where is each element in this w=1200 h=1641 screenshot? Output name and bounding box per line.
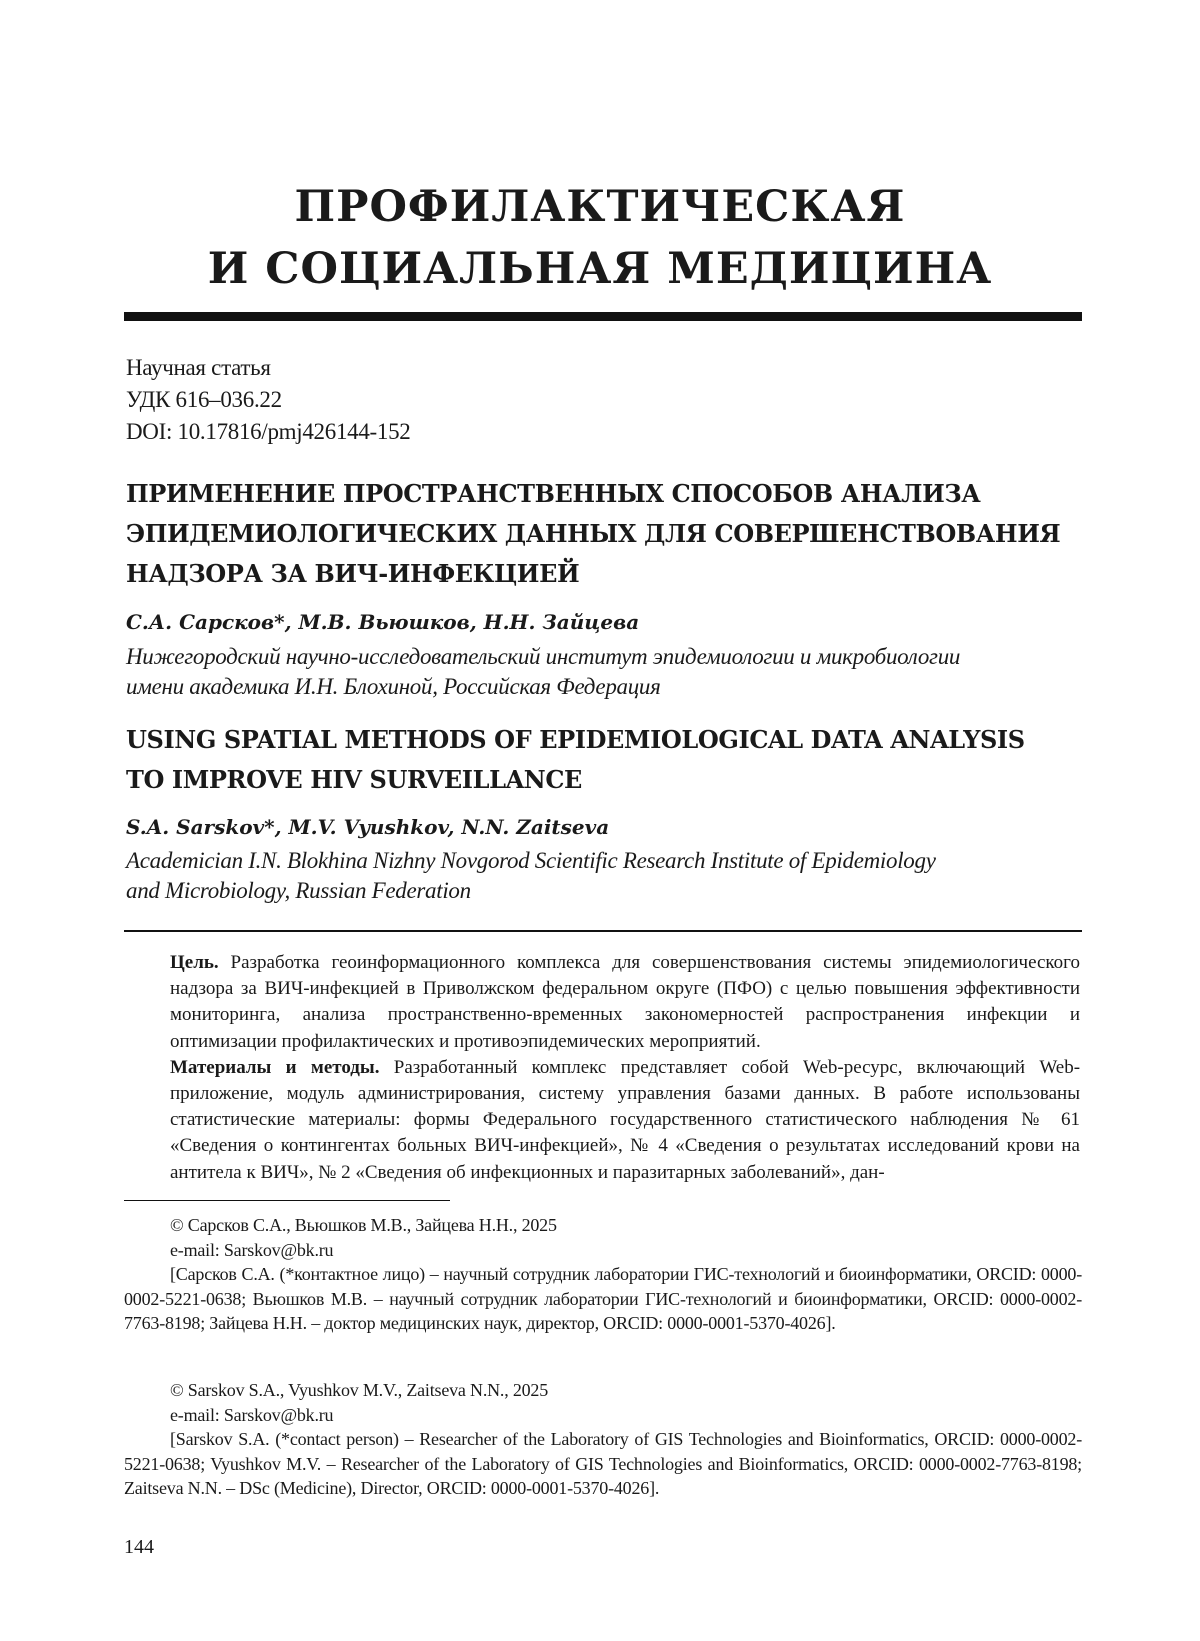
email-ru: e-mail: Sarskov@bk.ru — [170, 1239, 334, 1260]
footnote-divider — [124, 1200, 450, 1201]
copyright-ru: © Сарсков С.А., Вьюшков М.В., Зайцева Н.Н., 2025 — [170, 1215, 557, 1235]
methods-label: Материалы и методы. — [170, 1056, 380, 1078]
title-en-line-2: TO IMPROVE HIV SURVEILLANCE — [126, 765, 582, 794]
title-ru-line-1: ПРИМЕНЕНИЕ ПРОСТРАНСТВЕННЫХ СПОСОБОВ АНАЛИЗА — [126, 479, 981, 508]
title-en — [126, 720, 1025, 800]
title-ru-line-3: НАДЗОРА ЗА ВИЧ-ИНФЕКЦИЕЙ — [126, 559, 580, 588]
copyright-en: © Sarskov S.A., Vyushkov M.V., Zaitseva N.N., 2025 — [170, 1380, 549, 1400]
affiliation-ru — [126, 642, 960, 702]
footnote-ru — [124, 1213, 1082, 1336]
aim-text: Разработка геоинформационного комплекса для совершенствования системы эпидемиологического надзора за ВИЧ-инфекцией в Приволжском федеральном округе (ПФО) с целью повышения эффективности мониторинга, анализа пространственно-временных закономерностей распространения инфекции и оптимизации профилактических и противоэпидемических мероприятий. — [170, 952, 1080, 1052]
abstract-aim — [170, 950, 1080, 1055]
page-number: 144 — [124, 1536, 154, 1558]
title-ru-line-2: ЭПИДЕМИОЛОГИЧЕСКИХ ДАННЫХ ДЛЯ СОВЕРШЕНСТВОВАНИЯ — [126, 519, 1061, 548]
footnote-en — [124, 1378, 1082, 1501]
affiliation-en — [126, 846, 936, 906]
abstract — [170, 950, 1080, 1186]
author-details-en: [Sarskov S.A. (*contact person) – Researcher of the Laboratory of GIS Technologies and Bioinformatics, ORCID: 0000-0002-5221-0638; Vyushkov M.V. – Researcher of the Laboratory of GIS Technologies and Bioinformatics, ORCID: 0000-0002-7763-8198; Zaitseva N.N. – DSc (Medicine), Director, ORCID: 0000-0001-5370-4026]. — [124, 1429, 1082, 1498]
affiliation-en-line-2: and Microbiology, Russian Federation — [126, 878, 471, 903]
affiliation-ru-line-2: имени академика И.Н. Блохиной, Российская Федерация — [126, 674, 661, 699]
authors-en: S.A. Sarskov*, M.V. Vyushkov, N.N. Zaitseva — [126, 815, 610, 839]
title-en-line-1: USING SPATIAL METHODS OF EPIDEMIOLOGICAL DATA ANALYSIS — [126, 725, 1025, 754]
doi: DOI: 10.17816/pmj426144-152 — [126, 419, 411, 444]
article-meta — [126, 352, 411, 448]
abstract-methods — [170, 1055, 1080, 1186]
udk-code: УДК 616–036.22 — [126, 387, 282, 412]
title-ru — [126, 474, 1060, 594]
section-heading-line-2: И СОЦИАЛЬНАЯ МЕДИЦИНА — [207, 244, 993, 294]
author-details-ru: [Сарсков С.А. (*контактное лицо) – научный сотрудник лаборатории ГИС-технологий и биоинформатики, ORCID: 0000-0002-5221-0638; Вьюшков М.В. – научный сотрудник лаборатории ГИС-технологий и биоинформатики, ORCID: 0000-0002-7763-8198; Зайцева Н.Н. – доктор медицинских наук, директор, ORCID: 0000-0001-5370-4026]. — [124, 1264, 1082, 1333]
methods-text: Разработанный комплекс представляет собой Web-ресурс, включающий Web-приложение, модуль администрирования, систему управления базами данных. В работе использованы статистические материалы: формы Федерального государственного статистического наблюдения № 61 «Сведения о контингентах больных ВИЧ-инфекцией», № 4 «Сведения о результатах исследований крови на антитела к ВИЧ», № 2 «Сведения об инфекционных и паразитарных заболеваний», дан- — [170, 1056, 1081, 1183]
affiliation-en-line-1: Academician I.N. Blokhina Nizhny Novgorod Scientific Research Institute of Epidemiology — [126, 848, 936, 873]
section-divider — [124, 312, 1082, 321]
journal-section-heading — [0, 176, 1200, 300]
authors-ru: С.А. Сарсков*, М.В. Вьюшков, Н.Н. Зайцева — [126, 610, 640, 634]
abstract-divider — [124, 930, 1082, 932]
email-en: e-mail: Sarskov@bk.ru — [170, 1404, 334, 1425]
affiliation-ru-line-1: Нижегородский научно-исследовательский институт эпидемиологии и микробиологии — [126, 644, 961, 669]
aim-label: Цель. — [170, 952, 219, 973]
section-heading-line-1: ПРОФИЛАКТИЧЕСКАЯ — [294, 182, 906, 232]
article-type: Научная статья — [126, 355, 271, 380]
